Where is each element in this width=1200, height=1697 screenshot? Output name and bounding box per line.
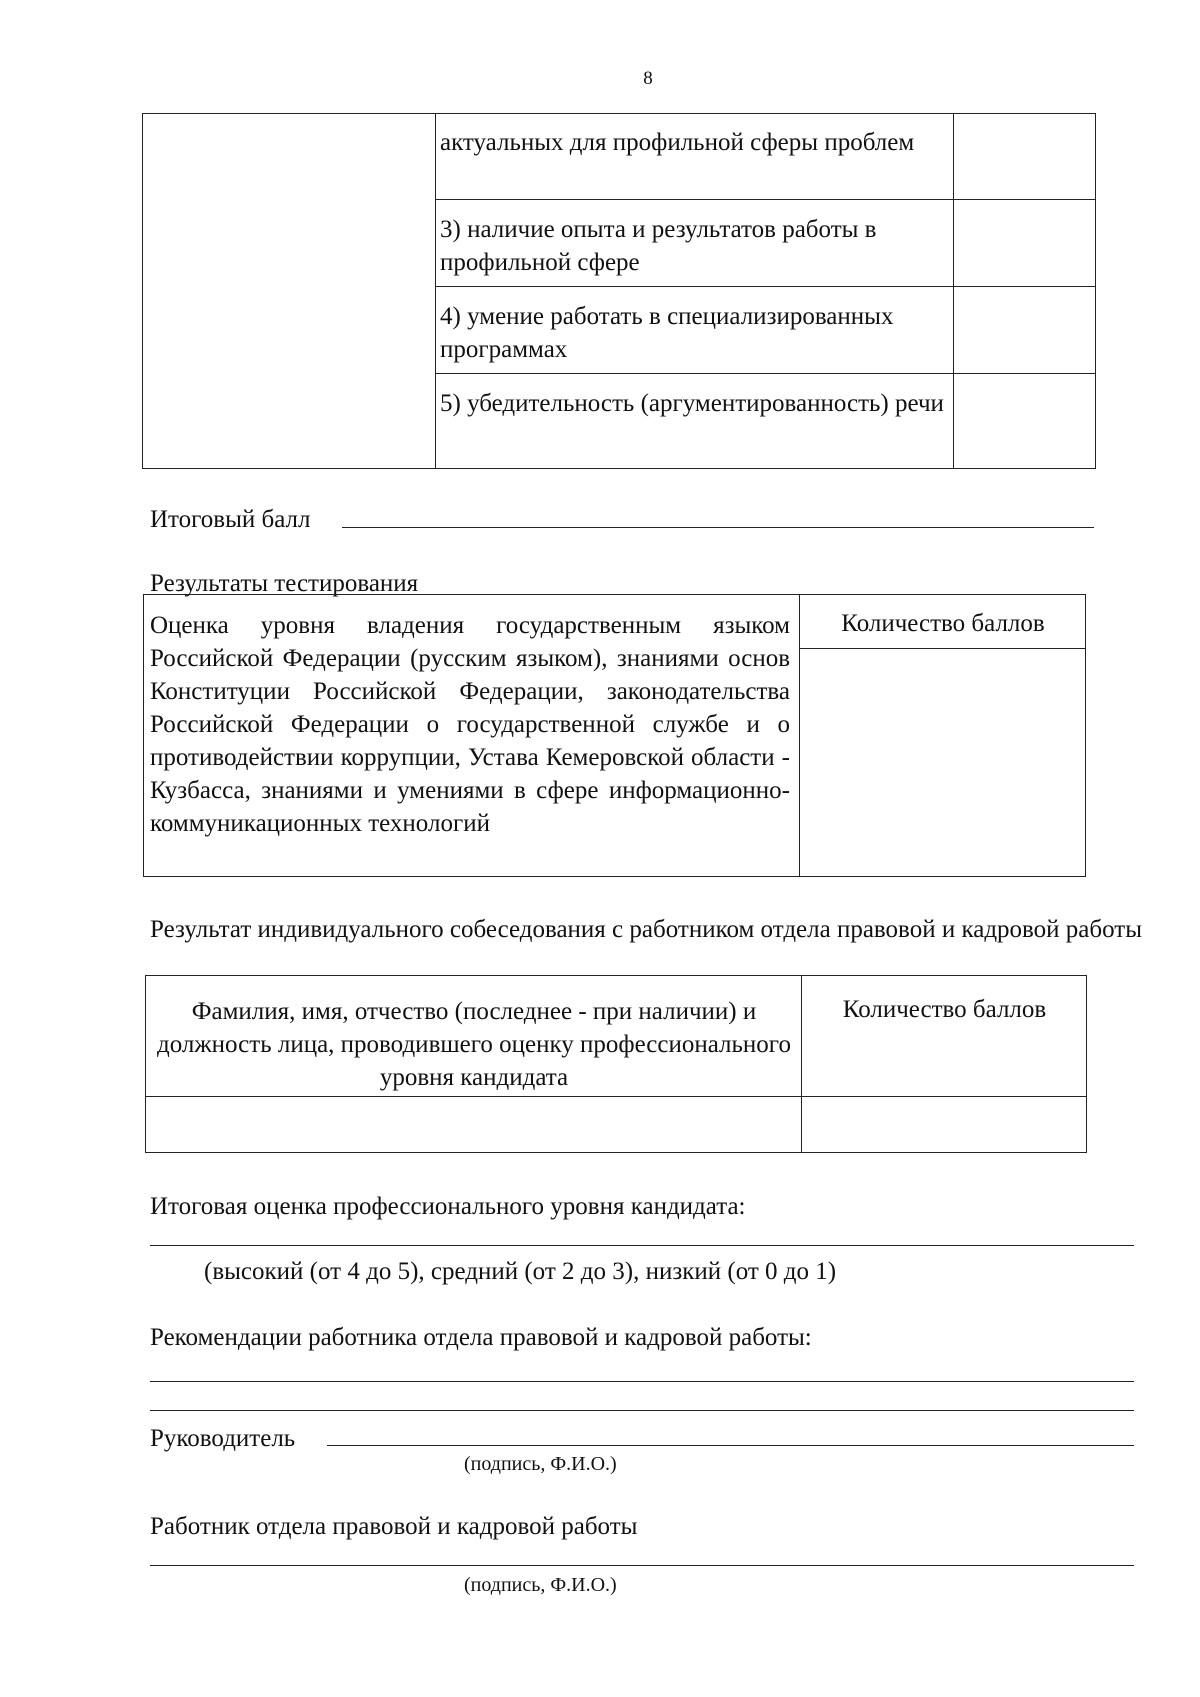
head-signature-hint: (подпись, Ф.И.О.) [464,1453,617,1475]
testing-row-divider [799,648,1085,649]
criteria-row-text: 3) наличие опыта и результатов работы в профильной сфере [440,216,877,276]
criteria-col-divider [435,114,436,468]
criteria-table [142,113,1096,469]
interview-table [145,975,1087,1153]
criteria-row-text: 4) умение работать в специализированных программах [440,303,894,363]
testing-table [143,594,1086,877]
criteria-row-divider [435,199,1095,200]
criteria-row-text: актуальных для профильной сферы проблем [440,129,915,156]
criteria-row-text: 5) убедительность (аргументированность) речи [440,390,944,417]
recommendations-line[interactable] [150,1381,1134,1382]
page-number: 8 [643,68,653,89]
final-assessment-label: Итоговая оценка профессионального уровня кандидата: [150,1193,746,1220]
assessment-text: Оценка уровня владения государственным языком Российской Федерации (русским языком), знаниями основ Конституции Российской Федерации, законодательства Российской Федерации о государственной службе и о противодействии коррупции, Устава Кемеровской области - Кузбасса, знаниями и умениями в сфере информационно-коммуникационных технологий [150,612,790,837]
final-assessment-scale: (высокий (от 4 до 5), средний (от 2 до 3), низкий (от 0 до 1) [204,1258,837,1285]
head-label: Руководитель [150,1425,296,1452]
interview-row-divider [146,1096,1086,1097]
worker-signature-hint: (подпись, Ф.И.О.) [464,1574,617,1596]
criteria-row-divider [435,286,1095,287]
criteria-row-divider [435,373,1095,374]
interview-title: Результат индивидуального собеседования с работником отдела правовой и кадровой работы [150,916,1143,943]
head-signature-line[interactable] [327,1445,1134,1446]
testing-title: Результаты тестирования [150,570,419,597]
worker-label: Работник отдела правовой и кадровой работы [150,1513,638,1540]
final-score-label: Итоговый балл [150,506,311,533]
recommendations-line[interactable] [150,1410,1134,1411]
worker-signature-line[interactable] [150,1565,1134,1566]
recommendations-label: Рекомендации работника отдела правовой и кадровой работы: [150,1324,812,1351]
final-assessment-line[interactable] [150,1245,1134,1246]
testing-score-header: Количество баллов [841,610,1045,637]
interview-person-header: Фамилия, имя, отчество (последнее - при наличии) и должность лица, проводившего оценку профессионального уровня кандидата [157,998,791,1091]
final-score-line[interactable] [342,527,1094,528]
interview-score-header: Количество баллов [842,996,1047,1023]
